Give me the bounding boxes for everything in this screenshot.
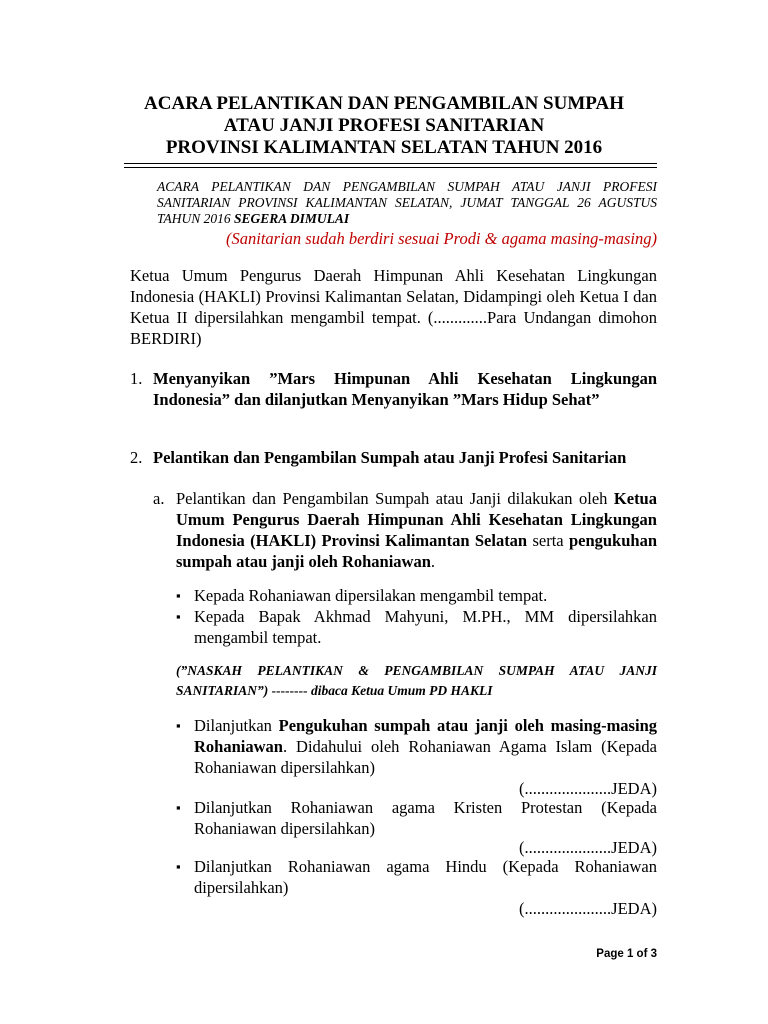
sub-a-p1: Pelantikan dan Pengambilan Sumpah atau Janji dilakukan oleh xyxy=(176,489,614,508)
bullet-square-icon: ▪ xyxy=(176,859,181,874)
bullet-a-2: Kepada Bapak Akhmad Mahyuni, M.PH., MM dipersilahkan mengambil tempat. xyxy=(194,607,657,647)
bullet-b-1-post: . Didahului oleh Rohaniawan Agama Islam (Kepada Rohaniawan dipersilahkan) xyxy=(194,737,657,777)
jeda-2: (.....................JEDA) xyxy=(519,838,657,857)
item-1-number: 1. xyxy=(130,369,143,388)
intro-text: ACARA PELANTIKAN DAN PENGAMBILAN SUMPAH ATAU JANJI PROFESI SANITARIAN PROVINSI KALIMANTAN SELATAN, JUMAT TANGGAL 26 AGUSTUS TAHUN 2016 xyxy=(157,179,657,226)
bullet-square-icon: ▪ xyxy=(176,800,181,815)
sub-item-a-letter: a. xyxy=(153,489,165,508)
jeda-3: (.....................JEDA) xyxy=(519,899,657,918)
sub-a-b4: pengukuhan sumpah atau janji oleh Rohaniawan xyxy=(176,531,657,571)
bullet-square-icon: ▪ xyxy=(176,609,181,624)
bullet-b-2: Dilanjutkan Rohaniawan agama Kristen Protestan (Kepada Rohaniawan dipersilahkan) xyxy=(194,798,657,838)
bullet-b-1-pre: Dilanjutkan xyxy=(194,716,279,735)
title-line-3: PROVINSI KALIMANTAN SELATAN TAHUN 2016 xyxy=(165,137,603,158)
title-line-2: ATAU JANJI PROFESI SANITARIAN xyxy=(223,115,545,136)
bullet-square-icon: ▪ xyxy=(176,588,181,603)
naskah-quote: (”NASKAH PELANTIKAN & PENGAMBILAN SUMPAH ATAU JANJI SANITARIAN”) xyxy=(176,663,657,698)
sub-a-b2: (HAKLI) xyxy=(250,531,322,550)
bullet-b-1 xyxy=(194,715,657,778)
bullet-b-1-bold: Pengukuhan sumpah atau janji oleh masing-masing Rohaniawan xyxy=(194,716,657,756)
item-2-text: Pelantikan dan Pengambilan Sumpah atau Janji Profesi Sanitarian xyxy=(153,448,627,467)
title-divider-top xyxy=(124,163,657,164)
sub-a-p2: serta xyxy=(532,531,569,550)
bullet-b-3: Dilanjutkan Rohaniawan agama Hindu (Kepada Rohaniawan dipersilahkan) xyxy=(194,857,657,897)
title-line-1: ACARA PELANTIKAN DAN PENGAMBILAN SUMPAH xyxy=(144,93,624,114)
jeda-1: (.....................JEDA) xyxy=(519,779,657,798)
intro-note: (Sanitarian sudah berdiri sesuai Prodi & agama masing-masing) xyxy=(226,229,657,248)
sub-a-b1: Ketua Umum Pengurus Daerah Himpunan Ahli Kesehatan Lingkungan Indonesia xyxy=(176,489,657,550)
page-number: Page 1 of 3 xyxy=(596,948,657,960)
item-2-number: 2. xyxy=(130,448,143,467)
title-divider-bottom xyxy=(124,167,657,168)
bullet-a-1: Kepada Rohaniawan dipersilakan mengambil tempat. xyxy=(194,586,548,605)
opening-paragraph: Ketua Umum Pengurus Daerah Himpunan Ahli Kesehatan Lingkungan Indonesia (HAKLI) Provinsi Kalimantan Selatan, Didampingi oleh Ketua I dan Ketua II dipersilahkan mengambil tempat. (.............Para Undangan dimohon BERDIRI) xyxy=(130,266,657,348)
naskah-rest: -------- dibaca Ketua Umum PD HAKLI xyxy=(271,683,493,698)
sub-a-b3: Provinsi Kalimantan Selatan xyxy=(321,531,533,550)
sub-a-p3: . xyxy=(430,552,436,571)
bullet-square-icon: ▪ xyxy=(176,718,181,733)
intro-emphasis: SEGERA DIMULAI xyxy=(234,211,350,226)
naskah-note xyxy=(176,661,657,701)
sub-item-a-text xyxy=(176,488,657,572)
item-1-text: Menyanyikan ”Mars Himpunan Ahli Kesehatan Lingkungan Indonesia” dan dilanjutkan Menyanyikan ”Mars Hidup Sehat” xyxy=(153,369,657,409)
intro-paragraph xyxy=(157,179,657,227)
